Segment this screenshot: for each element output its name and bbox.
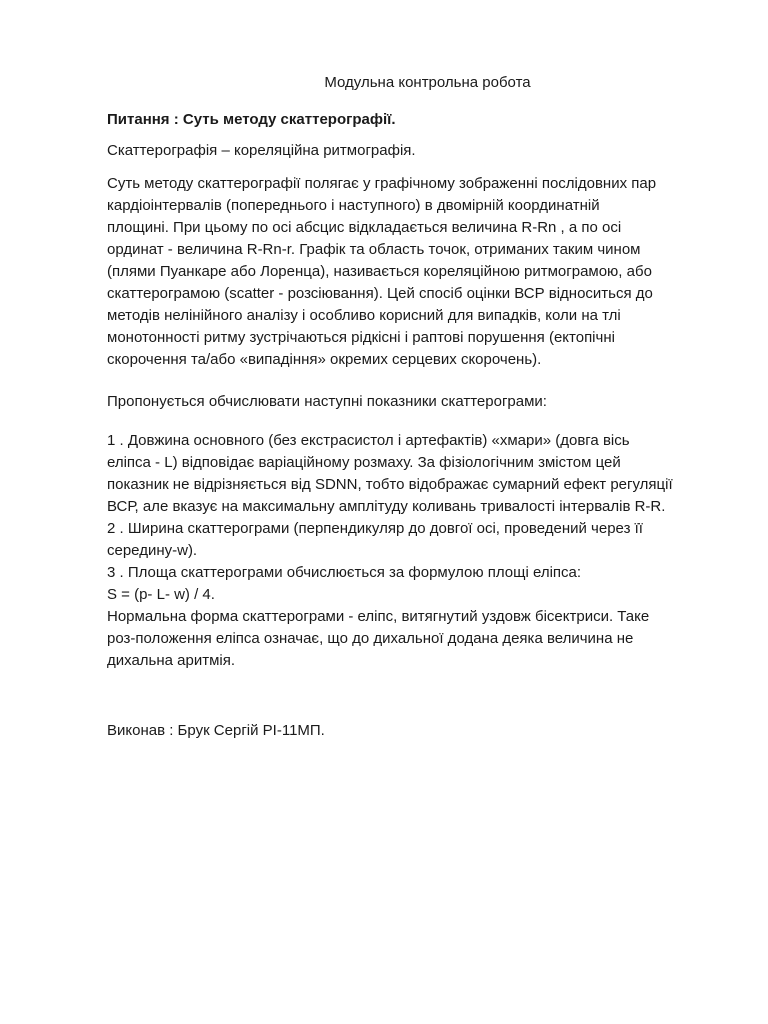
indicator-list xyxy=(107,430,728,672)
list-line: Нормальна форма скаттерограми - еліпс, витягнутий уздовж бісектриси. Таке xyxy=(107,608,650,625)
paragraph-line: ординат - величина R-Rn-r. Графік та область точок, отриманих таким чином xyxy=(107,241,641,258)
list-intro: Пропонується обчислювати наступні показники скаттерограми: xyxy=(107,393,547,410)
list-line: середину-w). xyxy=(107,542,198,559)
list-line: ВСР, але вказує на максимальну амплітуду коливань тривалості інтервалів R-R. xyxy=(107,498,666,515)
list-line: роз-положення еліпса означає, що до дихальної додана деяка величина не xyxy=(107,630,634,647)
list-line: 2 . Ширина скаттерограми (перпендикуляр до довгої осі, проведений через її xyxy=(107,520,643,537)
paragraph-line: скорочення та/або «випадіння» окремих серцевих скорочень). xyxy=(107,351,542,368)
list-line: S = (p- L- w) / 4. xyxy=(107,586,215,603)
paragraph-line: монотонності ритму зустрічаються рідкісні і раптові порушення (ектопічні xyxy=(107,329,615,346)
question-heading: Питання : Суть методу скаттерографії. xyxy=(107,111,396,128)
paragraph-line: Суть методу скаттерографії полягає у графічному зображенні послідовних пар xyxy=(107,175,657,192)
paragraph-line: методів нелінійного аналізу і особливо корисний для випадків, коли на тлі xyxy=(107,307,621,324)
paragraph-line: (плями Пуанкаре або Лоренца), називається кореляційною ритмограмою, або xyxy=(107,263,652,280)
paragraph-line: площині. При цьому по осі абсцис відкладається величина R-Rn , а по осі xyxy=(107,219,622,236)
list-line: 3 . Площа скаттерограми обчислюється за формулою площі еліпса: xyxy=(107,564,582,581)
signature-line: Виконав : Брук Сергій РІ-11МП. xyxy=(107,722,325,739)
intro-line: Скаттерографія – кореляційна ритмографія. xyxy=(107,142,416,159)
list-line: еліпса - L) відповідає варіаційному розмаху. За фізіологічним змістом цей xyxy=(107,454,621,471)
method-paragraph xyxy=(107,173,728,371)
paragraph-line: скаттерограмою (scatter - розсіювання). Цей спосіб оцінки ВСР відноситься до xyxy=(107,285,653,302)
paragraph-line: кардіоінтервалів (попереднього і наступного) в двомірній координатній xyxy=(107,197,600,214)
list-line: дихальна аритмія. xyxy=(107,652,236,669)
document-title: Модульна контрольна робота xyxy=(324,74,531,91)
list-line: показник не відрізняється від SDNN, тобто відображає сумарний ефект регуляції xyxy=(107,476,673,493)
list-line: 1 . Довжина основного (без екстрасистол і артефактів) «хмари» (довга вісь xyxy=(107,432,630,449)
